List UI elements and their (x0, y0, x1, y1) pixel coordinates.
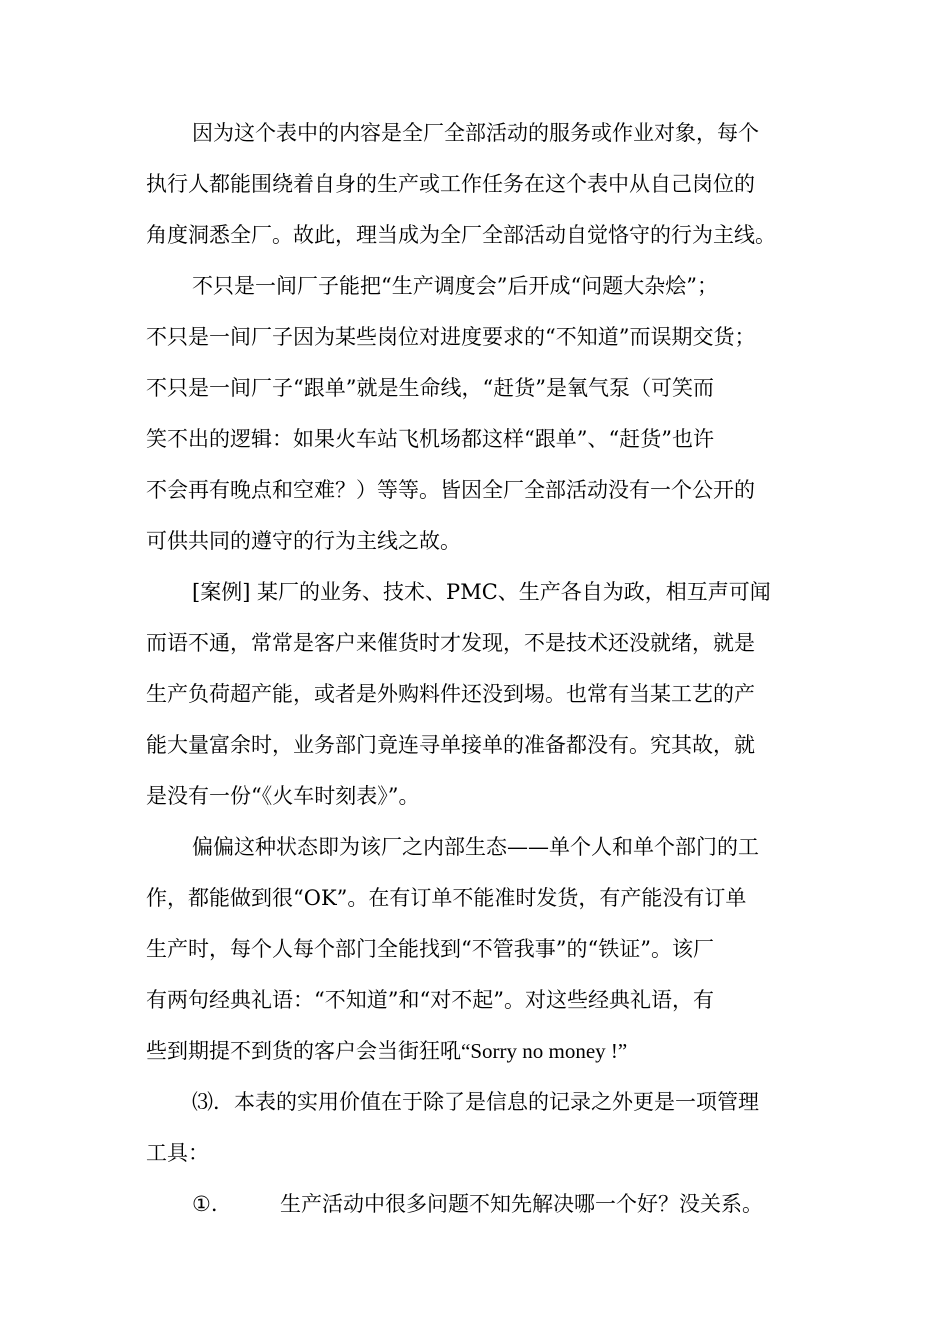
text-line: 作，都能做到很“OK”。在有订单不能准时发货，有产能没有订单 (146, 886, 747, 910)
text-line: 能大量富余时，业务部门竟连寻单接单的准备都没有。究其故，就 (146, 733, 755, 757)
text-line: 可供共同的遵守的行为主线之故。 (146, 529, 461, 553)
text-line: 工具： (146, 1141, 209, 1165)
text-line-prefix: 些到期提不到货的客户会当街狂吼 (146, 1039, 461, 1063)
text-line: 生产时，每个人每个部门全能找到“不管我事”的“铁证”。该厂 (146, 937, 714, 961)
text-line: 生产负荷超产能，或者是外购料件还没到埸。也常有当某工艺的产 (146, 682, 755, 706)
paragraph-4 (146, 822, 810, 1077)
text-line: 执行人都能围绕着自身的生产或工作任务在这个表中从自己岗位的 (146, 172, 755, 196)
paragraph-case-study (146, 567, 810, 822)
text-line: 有两句经典礼语：“不知道”和“对不起”。对这些经典礼语，有 (146, 988, 714, 1012)
list-item-number: ①. (192, 1192, 218, 1216)
paragraph-5 (146, 1077, 810, 1179)
text-line: 不只是一间厂子能把“生产调度会”后开成“问题大杂烩”； (192, 274, 718, 298)
text-line: 是没有一份“《火车时刻表》”。 (146, 784, 420, 808)
text-line: ⑶．本表的实用价值在于除了是信息的记录之外更是一项管理 (192, 1090, 759, 1114)
paragraph-2 (146, 261, 810, 567)
quoted-phrase: “Sorry no money !” (461, 1039, 628, 1063)
text-line: 不只是一间厂子“跟单”就是生命线，“赶货”是氧气泵（可笑而 (146, 376, 714, 400)
text-line (146, 1026, 810, 1077)
text-line: 不只是一间厂子因为某些岗位对进度要求的“不知道”而误期交货； (146, 325, 756, 349)
text-line: 角度洞悉全厂。故此，理当成为全厂全部活动自觉恪守的行为主线。 (146, 223, 776, 247)
text-line: 不会再有晚点和空难？）等等。皆因全厂全部活动没有一个公开的 (146, 478, 755, 502)
list-item-text: 生产活动中很多问题不知先解决哪一个好？没关系。 (280, 1192, 763, 1216)
list-item (146, 1179, 810, 1230)
text-line: 偏偏这种状态即为该厂之内部生态——单个人和单个部门的工 (192, 835, 759, 859)
text-line: 而语不通，常常是客户来催货时才发现，不是技术还没就绪，就是 (146, 631, 755, 655)
text-line: 笑不出的逻辑：如果火车站飞机场都这样“跟单”、“赶货”也许 (146, 427, 714, 451)
text-line: 因为这个表中的内容是全厂全部活动的服务或作业对象，每个 (192, 121, 759, 145)
paragraph-1 (146, 108, 810, 261)
list-item-line (146, 1179, 810, 1230)
document-page (146, 108, 810, 1230)
text-line: [案例] 某厂的业务、技术、PMC、生产各自为政，相互声可闻 (192, 580, 771, 604)
